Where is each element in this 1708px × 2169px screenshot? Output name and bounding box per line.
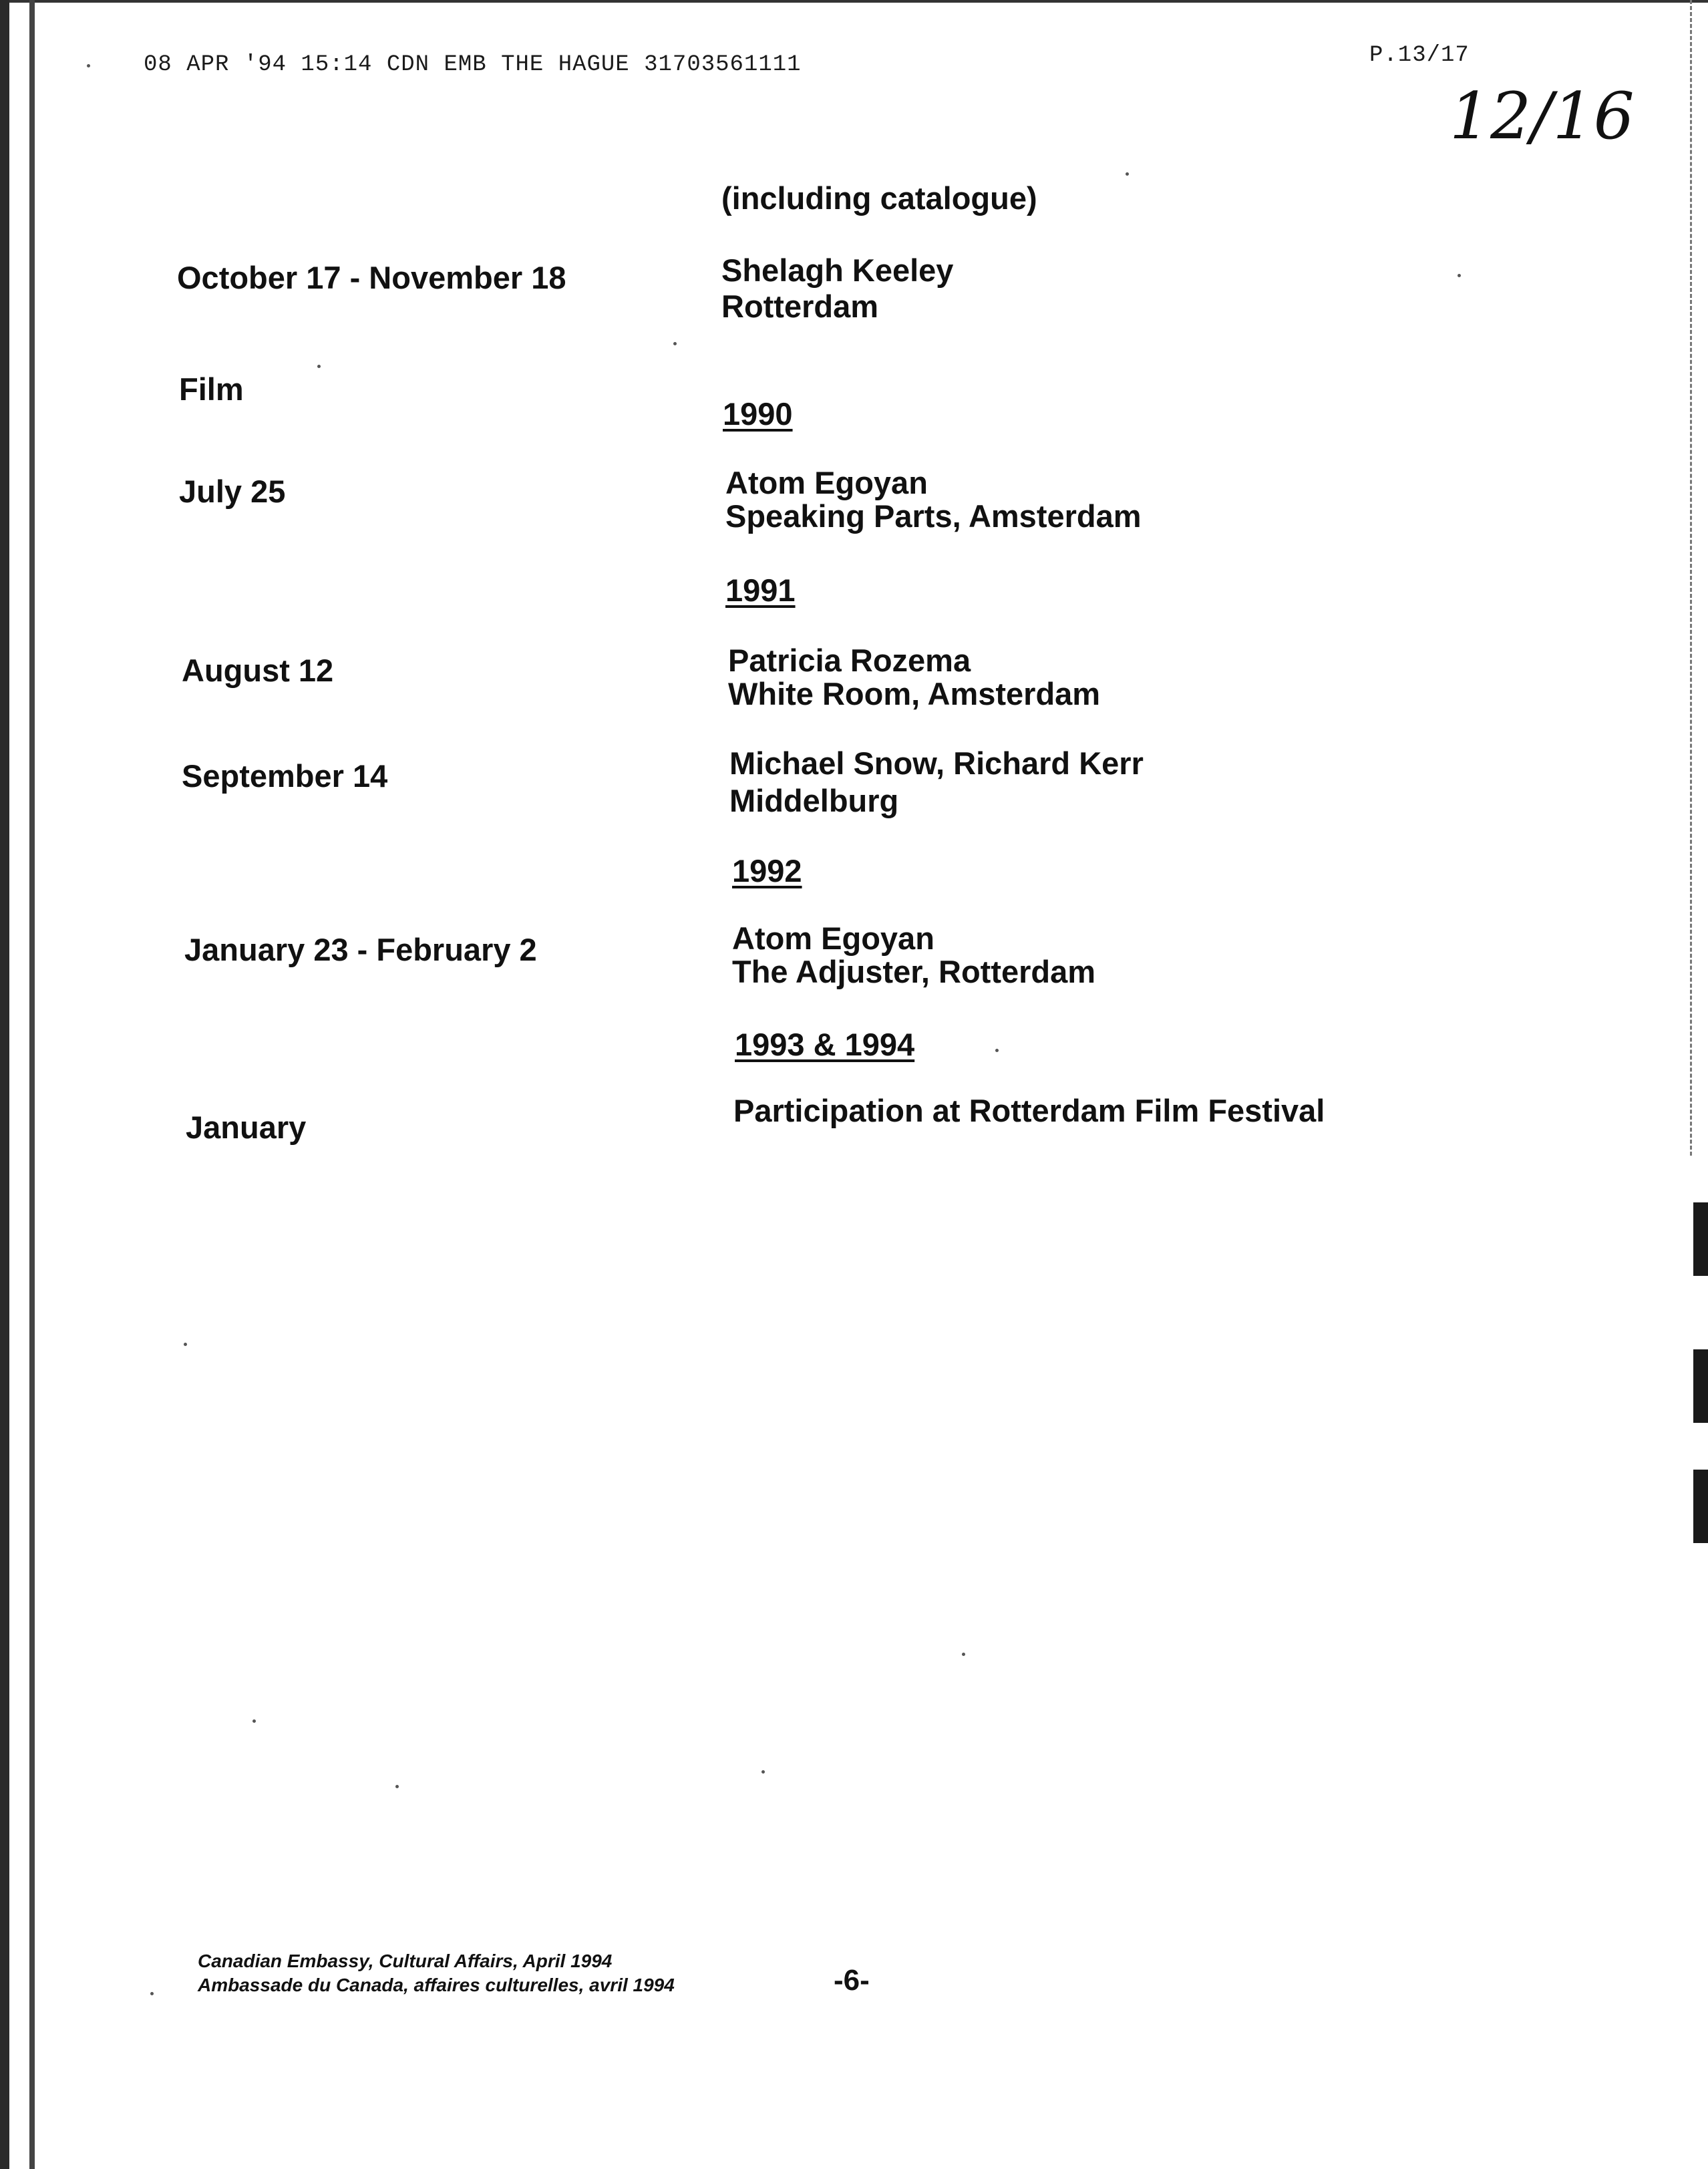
- event-date: October 17 - November 18: [177, 260, 566, 295]
- scan-speck: [962, 1653, 965, 1656]
- scan-speck: [87, 64, 90, 67]
- event-location: White Room, Amsterdam: [728, 676, 1101, 711]
- scan-speck: [252, 1719, 256, 1723]
- event-date: January 23 - February 2: [184, 932, 537, 967]
- bleed-mark: [1693, 1349, 1708, 1423]
- page-number: -6-: [834, 1964, 870, 1997]
- scan-speck: [673, 342, 677, 345]
- bleed-mark: [1693, 1202, 1708, 1276]
- event-title: Michael Snow, Richard Kerr: [729, 745, 1144, 781]
- scan-top-edge: [0, 0, 1708, 3]
- top-note: (including catalogue): [721, 180, 1037, 216]
- year-heading: 1992: [732, 853, 802, 888]
- scan-speck: [761, 1770, 765, 1774]
- event-title: Shelagh Keeley: [721, 253, 954, 288]
- scan-speck: [395, 1785, 399, 1788]
- scan-speck: [995, 1049, 999, 1052]
- event-title: Participation at Rotterdam Film Festival: [733, 1093, 1325, 1128]
- event-date: July 25: [179, 474, 286, 509]
- scan-speck: [1126, 172, 1129, 176]
- footer-line-english: Canadian Embassy, Cultural Affairs, April 1994: [198, 1951, 613, 1971]
- scan-speck: [1458, 274, 1461, 277]
- event-date: January: [186, 1110, 307, 1145]
- event-date: September 14: [182, 758, 388, 794]
- scan-speck: [184, 1343, 187, 1346]
- scan-speck: [317, 365, 321, 368]
- scan-left-edge: [0, 0, 9, 2169]
- bleed-mark: [1693, 1470, 1708, 1543]
- handwritten-page-mark: 12/16: [1449, 79, 1635, 154]
- year-heading: 1993 & 1994: [735, 1027, 915, 1062]
- event-title: Patricia Rozema: [728, 643, 971, 678]
- footer-line-french: Ambassade du Canada, affaires culturelles, avril 1994: [198, 1975, 675, 1995]
- scan-right-edge: [1690, 0, 1708, 1156]
- event-location: Speaking Parts, Amsterdam: [725, 498, 1142, 534]
- event-title: Atom Egoyan: [725, 465, 928, 500]
- year-heading: 1990: [723, 396, 793, 432]
- scan-left-rule: [29, 0, 35, 2169]
- event-location: Middelburg: [729, 783, 899, 818]
- event-location: Rotterdam: [721, 289, 879, 324]
- page-reference: P.13/17: [1369, 43, 1470, 68]
- fax-header-line: 08 APR '94 15:14 CDN EMB THE HAGUE 31703561111: [144, 52, 802, 77]
- event-date: August 12: [182, 653, 334, 688]
- section-heading-film: Film: [179, 371, 244, 407]
- event-location: The Adjuster, Rotterdam: [732, 954, 1096, 989]
- event-title: Atom Egoyan: [732, 921, 934, 956]
- year-heading: 1991: [725, 572, 796, 608]
- scan-speck: [150, 1992, 154, 1995]
